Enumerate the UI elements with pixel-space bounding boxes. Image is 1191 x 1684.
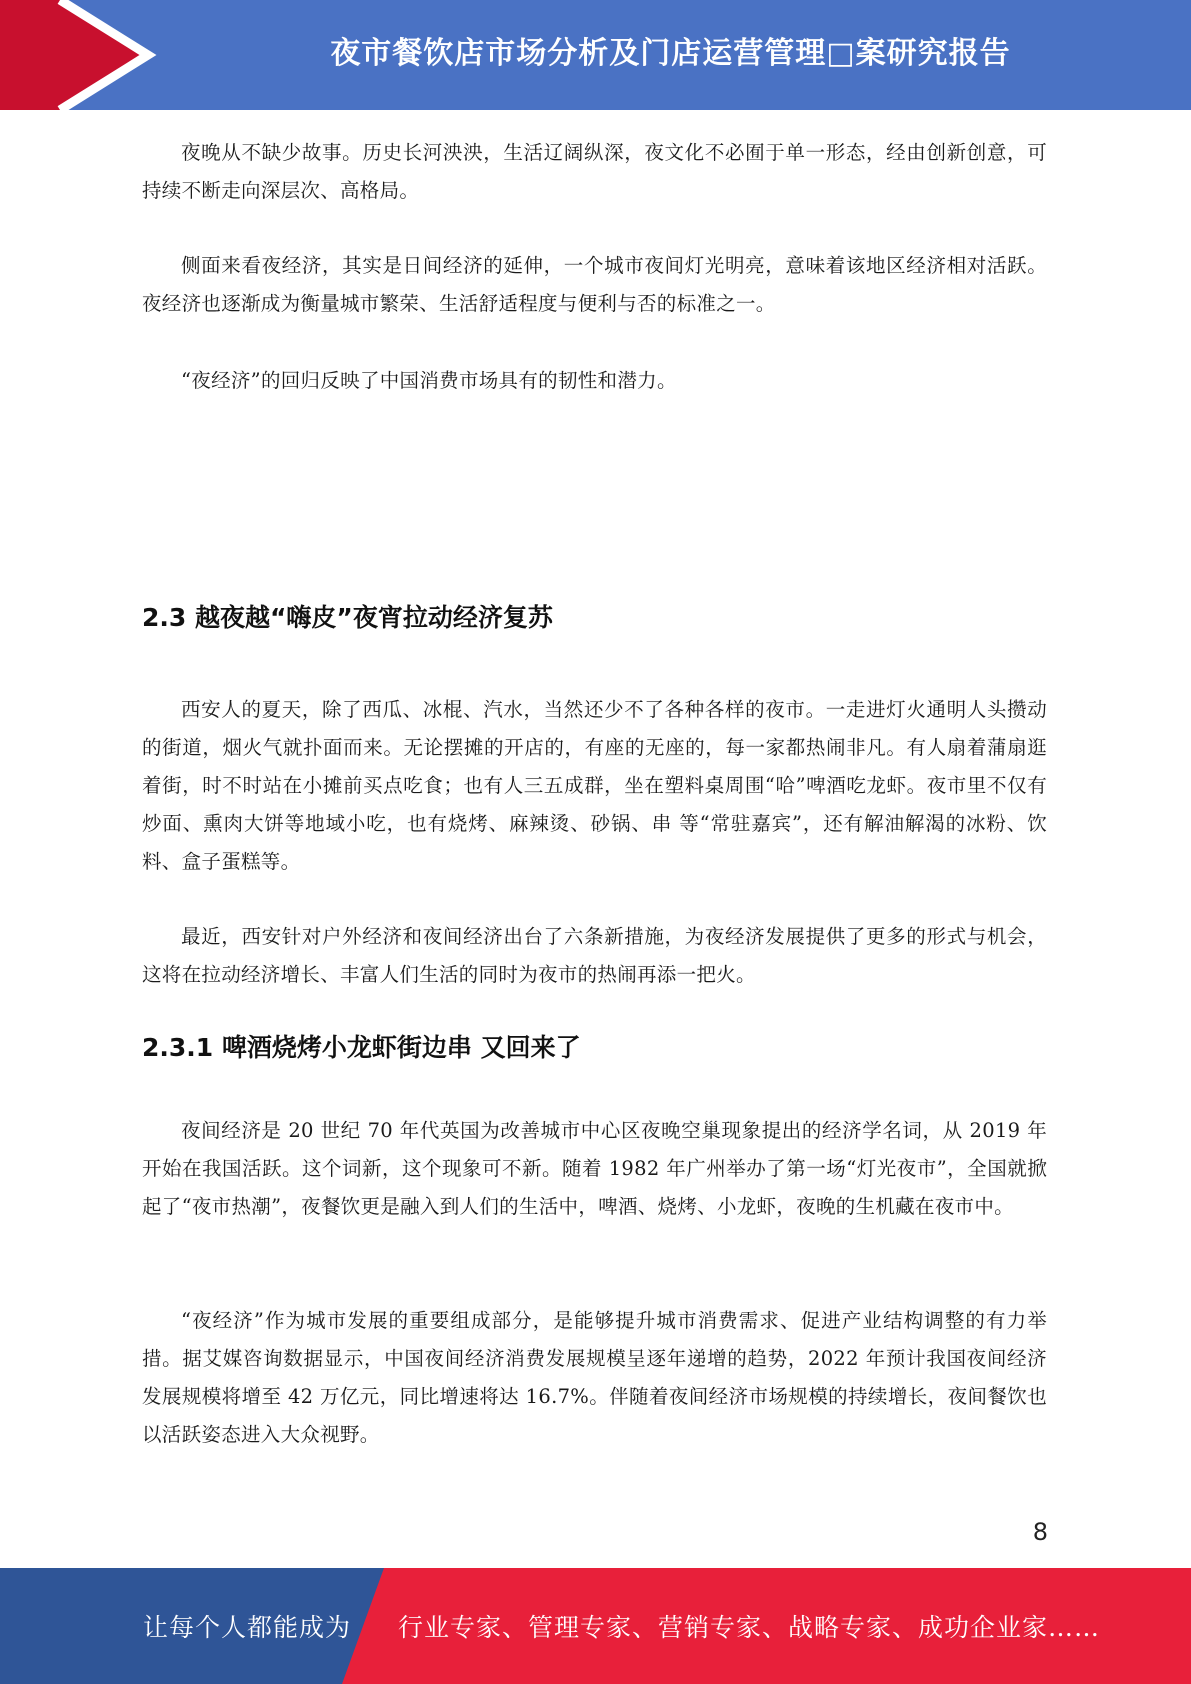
header-arrow-icon (0, 0, 160, 110)
intro-section (142, 134, 1047, 210)
footer-slogan-left: 让每个人都能成为 (143, 1613, 352, 1642)
section-2-3-1-body (142, 1112, 1047, 1226)
intro-section (142, 247, 1047, 323)
paragraph: 最近，西安针对户外经济和夜间经济出台了六条新措施，为夜经济发展提供了更多的形式与机会，这将在拉动经济增长、丰富人们生活的同时为夜市的热闹再添一把火。 (142, 925, 1047, 986)
intro-section (142, 362, 1047, 400)
report-header (0, 0, 1191, 110)
paragraph: 夜晚从不缺少故事。历史长河泱泱，生活辽阔纵深，夜文化不必囿于单一形态，经由创新创意，可持续不断走向深层次、高格局。 (142, 141, 1047, 202)
report-footer (0, 1568, 1191, 1684)
section-heading-2-3: 2.3 越夜越“嗨皮”夜宵拉动经济复苏 (142, 603, 553, 632)
section-2-3-body (142, 918, 1047, 994)
paragraph: 夜间经济是 20 世纪 70 年代英国为改善城市中心区夜晚空巢现象提出的经济学名词，从 2019 年开始在我国活跃。这个词新，这个现象可不新。随着 1982 年广州举办了第一场“灯光夜市”，全国就掀起了“夜市热潮”，夜餐饮更是融入到人们的生活中，啤酒、烧烤、小龙虾，夜晚的生机藏在夜市中。 (142, 1119, 1047, 1218)
section-2-3-1-body (142, 1302, 1047, 1454)
paragraph: “夜经济”的回归反映了中国消费市场具有的韧性和潜力。 (181, 369, 677, 392)
report-title: 夜市餐饮店市场分析及门店运营管理□案研究报告 (330, 36, 1011, 71)
section-2-3-body (142, 691, 1047, 881)
paragraph: 西安人的夏天，除了西瓜、冰棍、汽水，当然还少不了各种各样的夜市。一走进灯火通明人头攒动的街道，烟火气就扑面而来。无论摆摊的开店的，有座的无座的，每一家都热闹非凡。有人扇着蒲扇逛着街，时不时站在小摊前买点吃食；也有人三五成群，坐在塑料桌周围“哈”啤酒吃龙虾。夜市里不仅有炒面、熏肉大饼等地域小吃，也有烧烤、麻辣烫、砂锅、串 等“常驻嘉宾”，还有解油解渴的冰粉、饮料、盒子蛋糕等。 (142, 698, 1047, 873)
section-heading-2-3-1: 2.3.1 啤酒烧烤小龙虾街边串 又回来了 (142, 1033, 581, 1062)
footer-slogan-right: 行业专家、管理专家、营销专家、战略专家、成功企业家…… (398, 1613, 1101, 1642)
page-number: 8 (1032, 1518, 1048, 1546)
paragraph: “夜经济”作为城市发展的重要组成部分，是能够提升城市消费需求、促进产业结构调整的有力举措。据艾媒咨询数据显示，中国夜间经济消费发展规模呈逐年递增的趋势，2022 年预计我国夜间经济发展规模将增至 42 万亿元，同比增速将达 16.7%。伴随着夜间经济市场规模的持续增长，夜间餐饮也以活跃姿态进入大众视野。 (142, 1309, 1047, 1446)
paragraph: 侧面来看夜经济，其实是日间经济的延伸，一个城市夜间灯光明亮，意味着该地区经济相对活跃。夜经济也逐渐成为衡量城市繁荣、生活舒适程度与便利与否的标准之一。 (142, 254, 1047, 315)
